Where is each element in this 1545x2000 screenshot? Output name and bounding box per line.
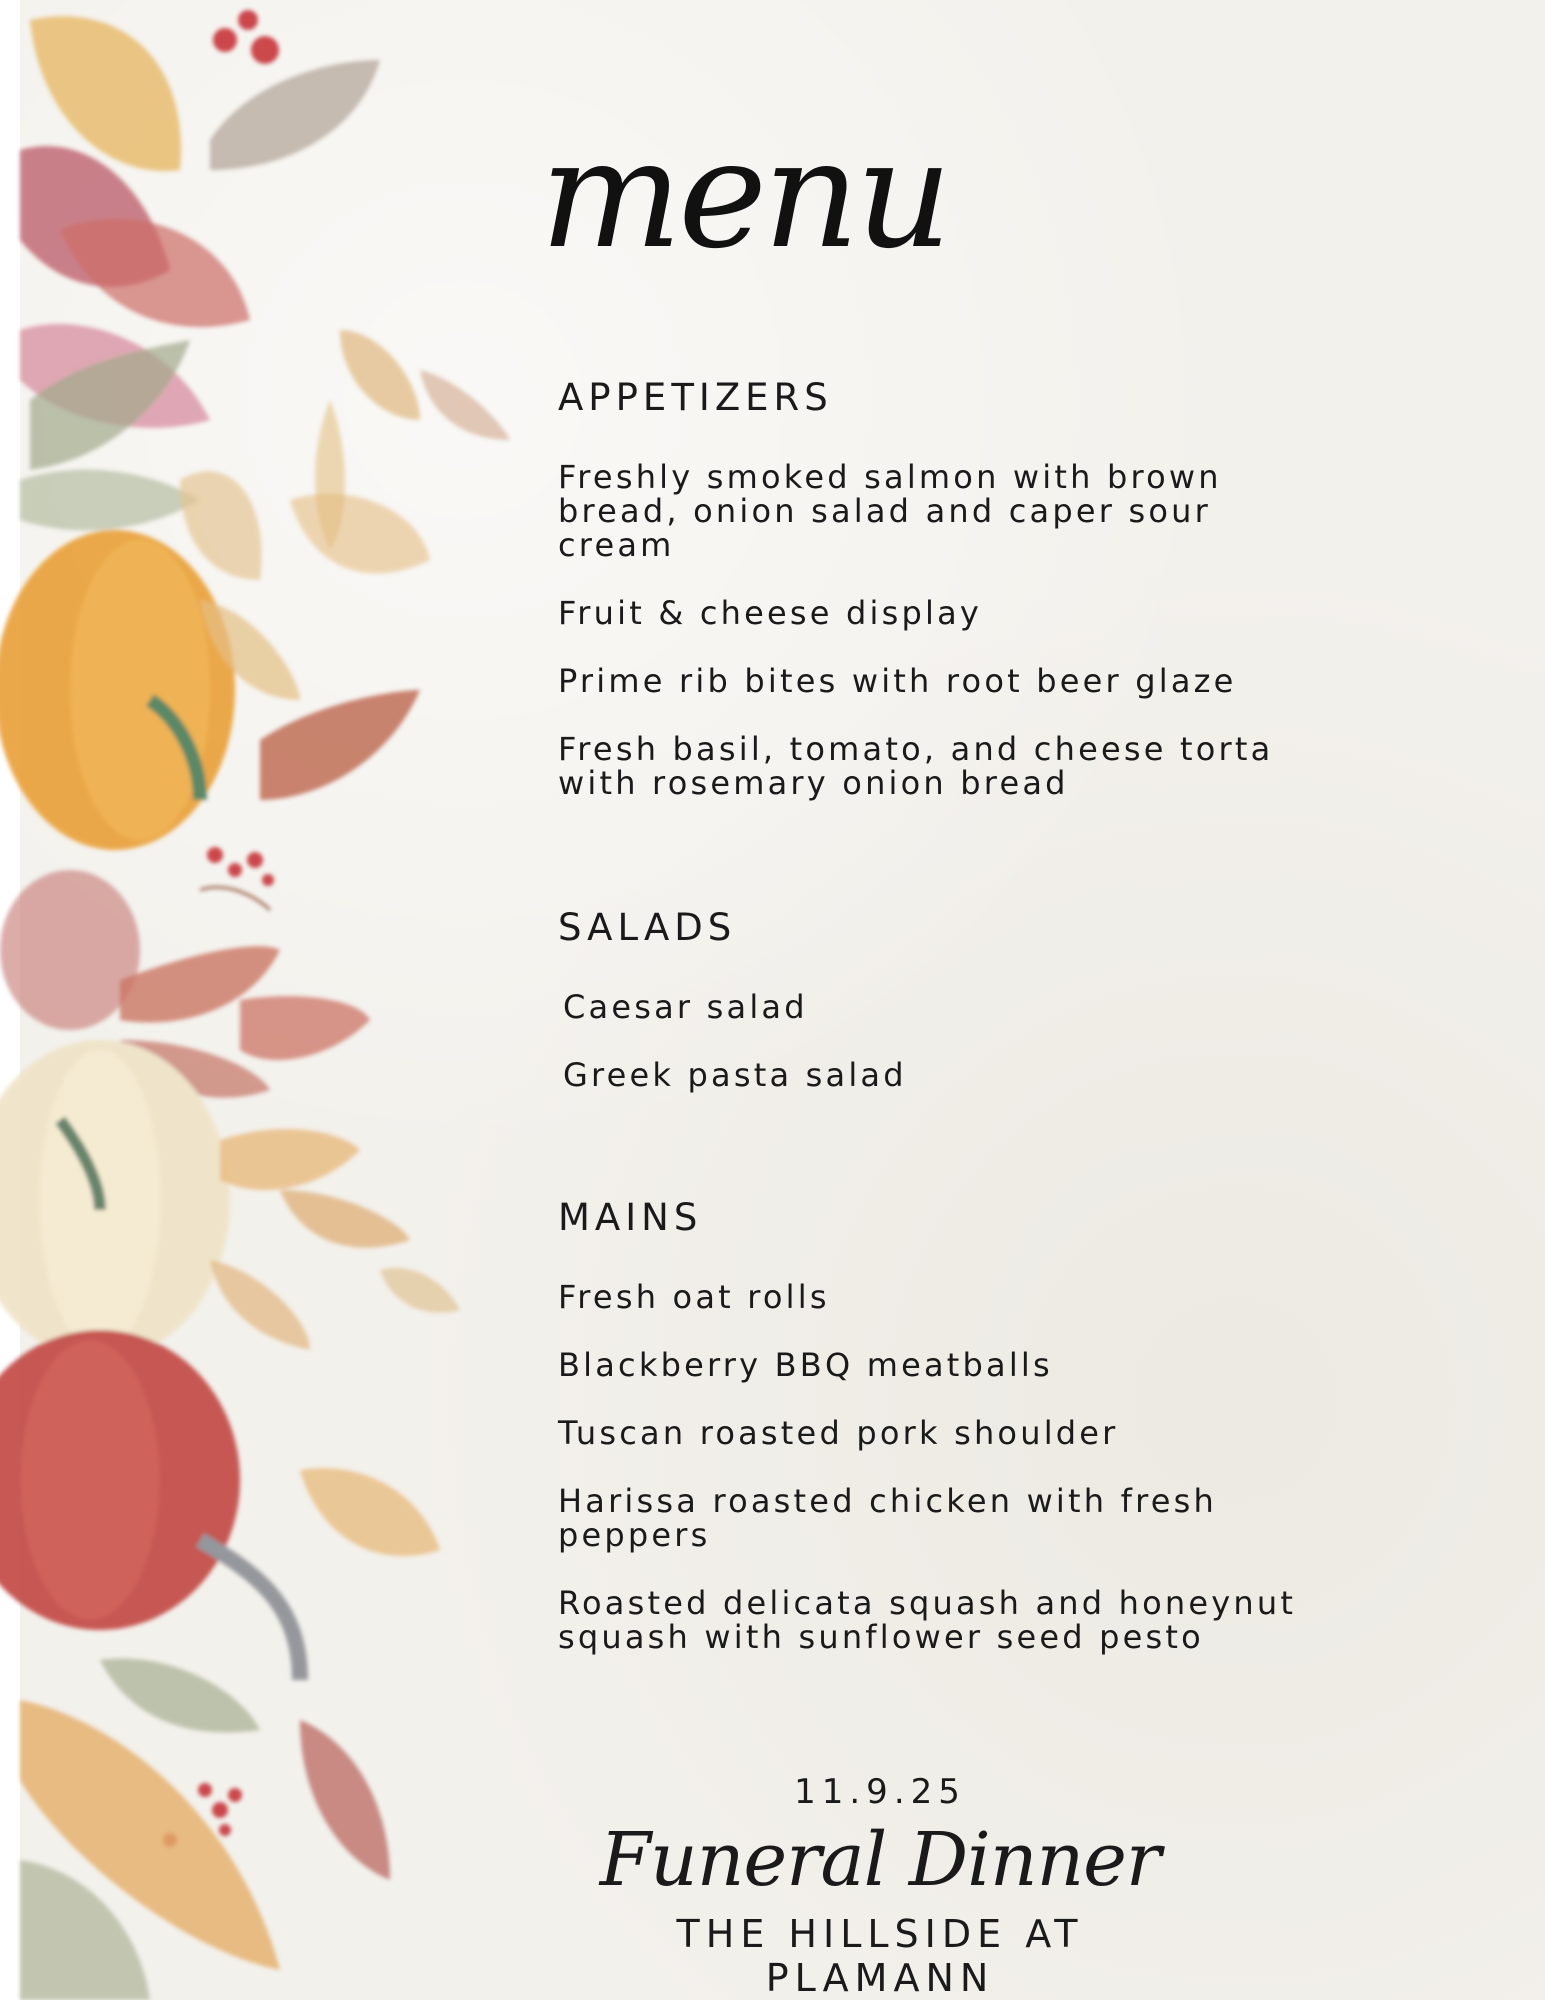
watercolor-leaf-icon xyxy=(260,690,420,800)
menu-footer xyxy=(560,1772,1200,2000)
watercolor-leaf-icon xyxy=(20,470,200,531)
menu-item: Harissa roasted chicken with fresh peppers xyxy=(558,1482,1217,1554)
event-name: Funeral Dinner xyxy=(599,1817,1161,1903)
watercolor-leaf-icon xyxy=(290,494,430,574)
section-heading: SALADS xyxy=(558,906,737,949)
menu-item: Roasted delicata squash and honeynut squash with sunflower seed pesto xyxy=(558,1584,1297,1656)
watercolor-leaf-icon xyxy=(240,996,370,1060)
salads-section xyxy=(558,908,1318,1126)
menu-item: Fresh oat rolls xyxy=(558,1278,830,1316)
watercolor-leaf-icon xyxy=(210,1260,310,1350)
menu-item: Blackberry BBQ meatballs xyxy=(558,1346,1053,1384)
watercolor-leaf-icon xyxy=(210,60,380,170)
menu-item: Greek pasta salad xyxy=(563,1056,907,1094)
menu-item: Prime rib bites with root beer glaze xyxy=(558,662,1237,700)
mains-section xyxy=(558,1198,1318,1688)
watercolor-leaf-icon xyxy=(380,1268,460,1313)
appetizers-section xyxy=(558,378,1318,834)
menu-item: Caesar salad xyxy=(563,988,808,1026)
watercolor-florals xyxy=(0,0,560,2000)
watercolor-leaf-icon xyxy=(220,1129,360,1190)
menu-item: Fresh basil, tomato, and cheese torta with rosemary onion bread xyxy=(558,730,1274,802)
section-heading: MAINS xyxy=(558,1196,703,1239)
event-date: 11.9.25 xyxy=(794,1772,966,1812)
watercolor-leaf-icon xyxy=(420,370,510,440)
watercolor-leaf-icon xyxy=(180,471,262,580)
watercolor-leaf-icon xyxy=(60,219,250,327)
venue-name: THE HILLSIDE AT PLAMANN xyxy=(676,1912,1084,2000)
watercolor-leaf-icon xyxy=(100,1658,260,1732)
watercolor-leaf-icon xyxy=(300,1720,390,1880)
watercolor-leaf-icon xyxy=(340,330,420,420)
watercolor-leaf-icon xyxy=(300,1468,440,1556)
menu-title: menu xyxy=(540,108,949,282)
menu-item: Tuscan roasted pork shoulder xyxy=(558,1414,1119,1452)
section-heading: APPETIZERS xyxy=(558,376,833,419)
watercolor-leaf-icon xyxy=(280,1190,410,1248)
menu-item: Freshly smoked salmon with brown bread, onion salad and caper sour cream xyxy=(558,458,1222,564)
menu-item: Fruit & cheese display xyxy=(558,594,983,632)
